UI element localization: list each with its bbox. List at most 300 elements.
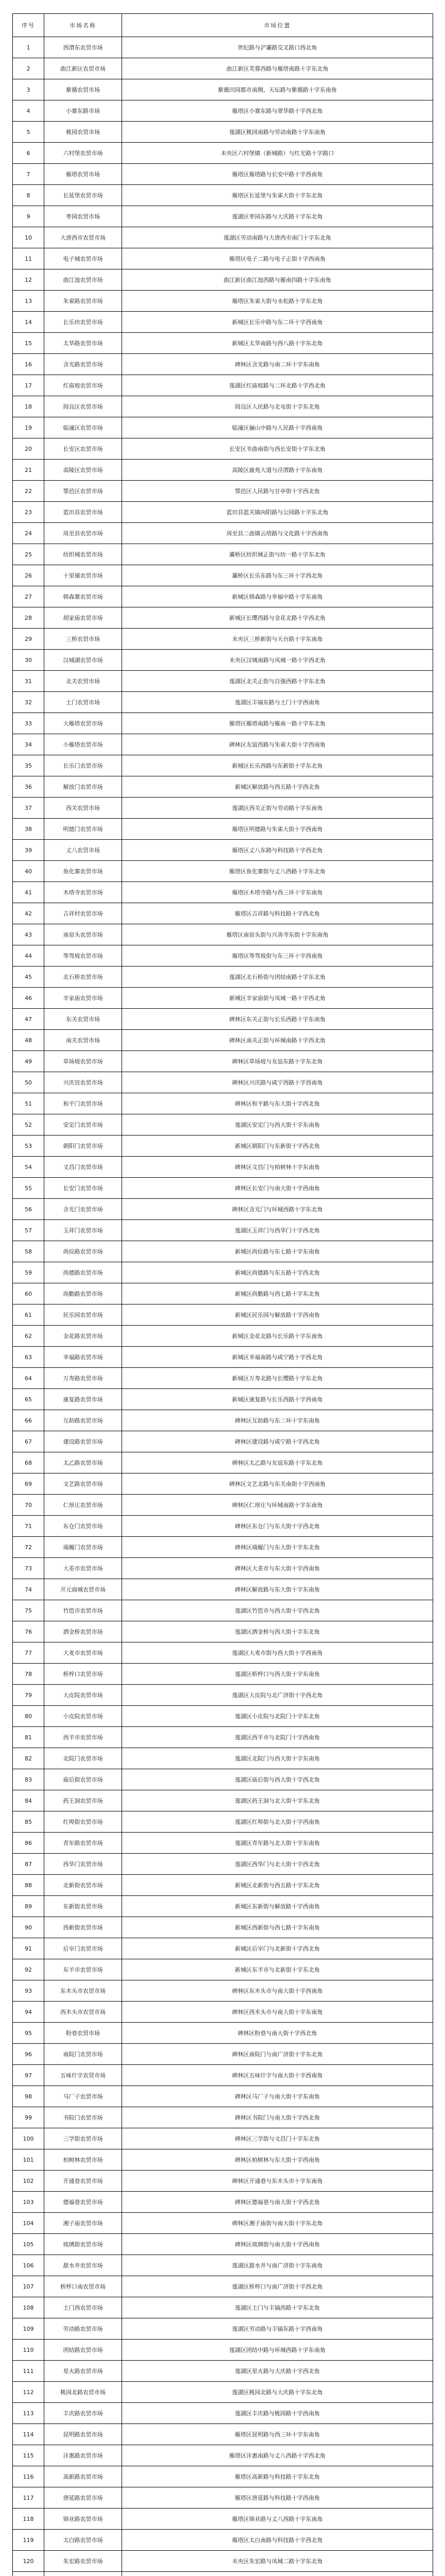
table-row bbox=[13, 1748, 433, 1769]
row-market-name-cell: 东羊市农贸市场 bbox=[44, 1959, 122, 1980]
row-market-location-cell: 莲湖区北关正街与自强西路十字东北角 bbox=[122, 671, 433, 692]
row-market-location-cell: 碑林区五味什字与南大街十字西南角 bbox=[122, 2065, 433, 2086]
table-row bbox=[13, 1051, 433, 1072]
table-row bbox=[13, 1368, 433, 1389]
row-index-cell: 22 bbox=[13, 481, 44, 502]
row-market-location-cell: 新城区金花北路与长乐路十字东南角 bbox=[122, 1326, 433, 1347]
row-market-name-cell: 明德门农贸市场 bbox=[44, 819, 122, 840]
row-index-cell: 41 bbox=[13, 882, 44, 903]
row-market-location-cell: 雁塔区沣惠南路与丈八西路十字西北角 bbox=[122, 2445, 433, 2466]
row-index-cell: 30 bbox=[13, 650, 44, 671]
row-market-location-cell: 碑林区长安门与南大街十字西南角 bbox=[122, 1178, 433, 1199]
row-market-name-cell: 雁塔农贸市场 bbox=[44, 164, 122, 185]
table-row bbox=[13, 2297, 433, 2318]
row-index-cell: 117 bbox=[13, 2487, 44, 2509]
row-market-name-cell: 西渭东农贸市场 bbox=[44, 37, 122, 58]
table-row bbox=[13, 692, 433, 713]
header-market-location: 市场位置 bbox=[122, 14, 433, 37]
row-market-name-cell: 大唐西市农贸市场 bbox=[44, 227, 122, 248]
row-market-name-cell: 含光路农贸市场 bbox=[44, 354, 122, 375]
table-row bbox=[13, 2044, 433, 2065]
row-market-location-cell: 雁塔区雁塔路与长安中路十字西南角 bbox=[122, 164, 433, 185]
row-market-location-cell: 莲湖区西华门与北大街十字西北角 bbox=[122, 1854, 433, 1875]
row-index-cell: 105 bbox=[13, 2234, 44, 2255]
row-market-location-cell: 新城区尚勤路与西七路十字东北角 bbox=[122, 1283, 433, 1304]
row-market-name-cell: 大雁塔农贸市场 bbox=[44, 713, 122, 734]
row-market-location-cell: 碑林区端履门与东大街十字东北角 bbox=[122, 1537, 433, 1558]
row-market-name-cell: 尚勤路农贸市场 bbox=[44, 1283, 122, 1304]
table-row bbox=[13, 248, 433, 269]
row-market-location-cell: 碑林区仁厚庄与环城南路十字东南角 bbox=[122, 1495, 433, 1516]
table-row bbox=[13, 2065, 433, 2086]
row-market-location-cell: 临潼区骊山中路与人民路十字西南角 bbox=[122, 417, 433, 438]
row-market-location-cell: 雁塔区锦业路与丈八西路十字东南角 bbox=[122, 2509, 433, 2530]
row-index-cell: 2 bbox=[13, 58, 44, 79]
row-market-name-cell: 甜水井农贸市场 bbox=[44, 2255, 122, 2276]
table-row bbox=[13, 1706, 433, 1727]
table-row bbox=[13, 629, 433, 650]
row-market-name-cell: 朱宏路农贸市场 bbox=[44, 2551, 122, 2572]
table-row bbox=[13, 417, 433, 438]
row-index-cell: 112 bbox=[13, 2382, 44, 2403]
table-row bbox=[13, 882, 433, 903]
row-market-location-cell: 碑林区西木头市与南大街十字东南角 bbox=[122, 2002, 433, 2023]
row-market-name-cell: 鱼化寨农贸市场 bbox=[44, 861, 122, 882]
row-market-name-cell: 西新街农贸市场 bbox=[44, 1917, 122, 1938]
row-market-name-cell: 后宰门农贸市场 bbox=[44, 1938, 122, 1959]
row-market-location-cell: 新城区尚俭路与东七路十字东南角 bbox=[122, 1241, 433, 1262]
row-market-location-cell: 莲湖区丰庆路与桃园路十字西南角 bbox=[122, 2403, 433, 2424]
table-row bbox=[13, 1473, 433, 1495]
row-index-cell: 76 bbox=[13, 1621, 44, 1642]
row-market-location-cell: 新城区辛家庙街与凤城一路十字西北角 bbox=[122, 988, 433, 1009]
row-index-cell: 94 bbox=[13, 2002, 44, 2023]
row-index-cell: 19 bbox=[13, 417, 44, 438]
row-index-cell: 93 bbox=[13, 1980, 44, 2002]
row-market-location-cell: 蓝田县蓝关镇向阳路与公园路十字东北角 bbox=[122, 502, 433, 523]
table-row bbox=[13, 1304, 433, 1326]
row-market-location-cell: 莲湖区小皮院与北院门十字东北角 bbox=[122, 1706, 433, 1727]
row-market-name-cell: 木塔寺农贸市场 bbox=[44, 882, 122, 903]
row-index-cell: 52 bbox=[13, 1114, 44, 1136]
row-market-name-cell: 解放门农贸市场 bbox=[44, 776, 122, 798]
table-row bbox=[13, 1030, 433, 1051]
table-row bbox=[13, 1980, 433, 2002]
table-row bbox=[13, 840, 433, 861]
row-market-name-cell: 仁厚庄农贸市场 bbox=[44, 1495, 122, 1516]
row-index-cell: 88 bbox=[13, 1875, 44, 1896]
row-index-cell: 35 bbox=[13, 755, 44, 776]
row-market-name-cell: 紫薇农贸市场 bbox=[44, 79, 122, 100]
row-market-name-cell: 大麦市农贸市场 bbox=[44, 1642, 122, 1664]
row-market-name-cell: 桃园农贸市场 bbox=[44, 122, 122, 143]
row-index-cell: 73 bbox=[13, 1558, 44, 1579]
row-market-name-cell: 临潼区农贸市场 bbox=[44, 417, 122, 438]
table-row bbox=[13, 2382, 433, 2403]
table-row bbox=[13, 755, 433, 776]
row-market-name-cell: 西关农贸市场 bbox=[44, 798, 122, 819]
table-row bbox=[13, 1178, 433, 1199]
table-row bbox=[13, 1600, 433, 1621]
row-market-location-cell: 碑林区粉巷与南大街十字西北角 bbox=[122, 2023, 433, 2044]
row-market-location-cell: 曲江新区曲江池西路与雁南四路十字东南角 bbox=[122, 269, 433, 291]
row-market-name-cell: 南关农贸市场 bbox=[44, 1030, 122, 1051]
market-table bbox=[12, 13, 433, 2576]
row-market-location-cell: 高陵区鹿苑大道与泾渭路十字东南角 bbox=[122, 460, 433, 481]
table-row bbox=[13, 143, 433, 164]
row-index-cell: 87 bbox=[13, 1854, 44, 1875]
row-market-location-cell: 紫薇田园都市南侧，天坛路与紫薇路十字东南角 bbox=[122, 79, 433, 100]
row-market-name-cell: 朱雀路农贸市场 bbox=[44, 291, 122, 312]
row-market-name-cell: 西华门农贸市场 bbox=[44, 1854, 122, 1875]
row-market-name-cell: 鄠邑区农贸市场 bbox=[44, 481, 122, 502]
row-market-name-cell: 长乐坊农贸市场 bbox=[44, 312, 122, 333]
row-index-cell: 86 bbox=[13, 1833, 44, 1854]
row-market-name-cell: 开元商城农贸市场 bbox=[44, 1579, 122, 1600]
row-index-cell: 92 bbox=[13, 1959, 44, 1980]
row-index-cell: 97 bbox=[13, 2065, 44, 2086]
row-index-cell: 98 bbox=[13, 2086, 44, 2107]
table-row bbox=[13, 1769, 433, 1790]
row-market-name-cell: 长安区农贸市场 bbox=[44, 438, 122, 460]
table-row bbox=[13, 798, 433, 819]
table-row bbox=[13, 967, 433, 988]
row-index-cell: 53 bbox=[13, 1136, 44, 1157]
table-row bbox=[13, 1685, 433, 1706]
table-row bbox=[13, 776, 433, 798]
row-market-name-cell: 粉巷农贸市场 bbox=[44, 2023, 122, 2044]
row-market-location-cell: 雁塔区丈八东路与科技路十字西北角 bbox=[122, 840, 433, 861]
row-market-location-cell: 雁塔区明德路与朱雀大街十字西南角 bbox=[122, 819, 433, 840]
row-index-cell: 80 bbox=[13, 1706, 44, 1727]
row-market-location-cell: 碑林区东木头市与南大街十字西南角 bbox=[122, 1980, 433, 2002]
row-market-location-cell: 碑林区兴庆路与咸宁西路十字西南角 bbox=[122, 1072, 433, 1093]
row-market-location-cell: 莲湖区竹笆市与西大街十字西北角 bbox=[122, 1600, 433, 1621]
row-index-cell: 31 bbox=[13, 671, 44, 692]
row-index-cell: 4 bbox=[13, 100, 44, 122]
table-row bbox=[13, 1811, 433, 1833]
table-row bbox=[13, 122, 433, 143]
row-index-cell: 5 bbox=[13, 122, 44, 143]
table-row bbox=[13, 1241, 433, 1262]
row-market-name-cell: 洒金桥农贸市场 bbox=[44, 1621, 122, 1642]
row-index-cell: 32 bbox=[13, 692, 44, 713]
row-index-cell: 39 bbox=[13, 840, 44, 861]
table-row bbox=[13, 79, 433, 100]
row-index-cell: 113 bbox=[13, 2403, 44, 2424]
row-market-name-cell: 韩森寨农贸市场 bbox=[44, 586, 122, 607]
row-market-name-cell: 尚俭路农贸市场 bbox=[44, 1241, 122, 1262]
row-index-cell: 67 bbox=[13, 1431, 44, 1452]
row-market-name-cell: 昆明路农贸市场 bbox=[44, 2424, 122, 2445]
row-index-cell: 57 bbox=[13, 1220, 44, 1241]
table-row bbox=[13, 1199, 433, 1220]
row-market-location-cell: 新城区韩森路与幸福中路十字东南角 bbox=[122, 586, 433, 607]
row-market-location-cell: 碑林区德福巷与南大街十字西北角 bbox=[122, 2192, 433, 2213]
table-row bbox=[13, 903, 433, 924]
row-market-name-cell: 高陵区农贸市场 bbox=[44, 460, 122, 481]
header-row bbox=[13, 14, 433, 37]
row-index-cell: 18 bbox=[13, 396, 44, 417]
table-row bbox=[13, 1875, 433, 1896]
row-market-name-cell: 互助路农贸市场 bbox=[44, 1410, 122, 1431]
table-row bbox=[13, 269, 433, 291]
row-index-cell: 40 bbox=[13, 861, 44, 882]
row-market-location-cell: 碑林区东仓门与东大街十字西北角 bbox=[122, 1516, 433, 1537]
table-row bbox=[13, 2424, 433, 2445]
row-market-location-cell: 新城区西新街与西七路十字东南角 bbox=[122, 1917, 433, 1938]
row-market-name-cell: 锦业路农贸市场 bbox=[44, 2509, 122, 2530]
row-market-location-cell: 雁塔区朱雀大街与永松路十字东北角 bbox=[122, 291, 433, 312]
row-market-name-cell: 竹笆市农贸市场 bbox=[44, 1600, 122, 1621]
row-index-cell: 48 bbox=[13, 1030, 44, 1051]
row-market-location-cell: 碑林区柏树林与东大街十字西南角 bbox=[122, 2149, 433, 2171]
row-index-cell: 68 bbox=[13, 1452, 44, 1473]
row-market-location-cell: 雁塔区唐延路与科技路十字西南角 bbox=[122, 2487, 433, 2509]
row-market-name-cell: 十里铺农贸市场 bbox=[44, 565, 122, 586]
row-index-cell: 61 bbox=[13, 1304, 44, 1326]
row-market-location-cell: 碑林区互助路与东二环十字东南角 bbox=[122, 1410, 433, 1431]
table-header bbox=[13, 14, 433, 37]
table-row bbox=[13, 565, 433, 586]
row-market-name-cell: 等驾坡农贸市场 bbox=[44, 945, 122, 967]
row-market-name-cell: 阎良区农贸市场 bbox=[44, 396, 122, 417]
row-market-location-cell: 碑林区友谊西路与朱雀大街十字西南角 bbox=[122, 734, 433, 755]
row-market-name-cell: 丰庆路农贸市场 bbox=[44, 2403, 122, 2424]
table-row bbox=[13, 1642, 433, 1664]
row-market-location-cell: 碑林区文昌门与柏树林十字东南角 bbox=[122, 1157, 433, 1178]
table-row bbox=[13, 1389, 433, 1410]
row-market-location-cell: 新城区后宰门与北新街十字西北角 bbox=[122, 1938, 433, 1959]
table-row bbox=[13, 544, 433, 565]
row-market-name-cell: 桃园北路农贸市场 bbox=[44, 2382, 122, 2403]
row-market-location-cell: 未央区三桥新街与天台路十字东南角 bbox=[122, 629, 433, 650]
table-row bbox=[13, 734, 433, 755]
row-market-location-cell: 碑林区湘子庙街与南大街十字东北角 bbox=[122, 2213, 433, 2234]
row-market-location-cell: 鄠邑区人民路与甘亭街十字西北角 bbox=[122, 481, 433, 502]
row-market-name-cell: 太白路农贸市场 bbox=[44, 2530, 122, 2551]
row-market-name-cell: 吉祥村农贸市场 bbox=[44, 903, 122, 924]
row-index-cell: 63 bbox=[13, 1347, 44, 1368]
row-market-location-cell: 新城区长缨西路与金花北路十字西北角 bbox=[122, 607, 433, 629]
row-index-cell: 81 bbox=[13, 1727, 44, 1748]
row-market-name-cell: 东仓门农贸市场 bbox=[44, 1516, 122, 1537]
row-market-name-cell: 东木头市农贸市场 bbox=[44, 1980, 122, 2002]
row-index-cell: 13 bbox=[13, 291, 44, 312]
row-market-location-cell: 曲江新区芙蓉西路与雁塔南路十字东北角 bbox=[122, 58, 433, 79]
row-market-location-cell: 雁塔区等驾坡街与东三环十字西南角 bbox=[122, 945, 433, 967]
row-market-name-cell: 电子城农贸市场 bbox=[44, 248, 122, 269]
row-market-name-cell: 草场坡农贸市场 bbox=[44, 1051, 122, 1072]
row-market-name-cell: 五味什字农贸市场 bbox=[44, 2065, 122, 2086]
row-market-name-cell: 劳动路农贸市场 bbox=[44, 2318, 122, 2340]
row-index-cell: 109 bbox=[13, 2318, 44, 2340]
row-index-cell: 24 bbox=[13, 523, 44, 544]
row-market-name-cell: 小皮院农贸市场 bbox=[44, 1706, 122, 1727]
row-index-cell: 79 bbox=[13, 1685, 44, 1706]
table-row bbox=[13, 100, 433, 122]
row-market-name-cell: 胡家庙农贸市场 bbox=[44, 607, 122, 629]
table-row bbox=[13, 1854, 433, 1875]
row-index-cell: 25 bbox=[13, 544, 44, 565]
row-market-name-cell: 枣园农贸市场 bbox=[44, 206, 122, 227]
row-index-cell: 15 bbox=[13, 333, 44, 354]
row-index-cell: 43 bbox=[13, 924, 44, 945]
row-market-location-cell: 未央区汉城南路与凤城一路十字西北角 bbox=[122, 650, 433, 671]
row-index-cell: 42 bbox=[13, 903, 44, 924]
row-market-location-cell: 雁塔区太白南路与科技路十字西北角 bbox=[122, 2530, 433, 2551]
row-market-name-cell: 柏树林农贸市场 bbox=[44, 2149, 122, 2171]
row-market-name-cell: 北新街农贸市场 bbox=[44, 1875, 122, 1896]
row-market-location-cell: 新城区长乐西路与东新街十字东北角 bbox=[122, 755, 433, 776]
row-market-name-cell: 尚德路农贸市场 bbox=[44, 1262, 122, 1283]
row-market-location-cell: 碑林区琉璃街与南大街十字西南角 bbox=[122, 2234, 433, 2255]
row-market-location-cell: 雁塔区雁塔南路与雁南一路十字东北角 bbox=[122, 713, 433, 734]
row-market-location-cell: 雁塔区鱼化寨街与丈八西路十字东北角 bbox=[122, 861, 433, 882]
row-market-location-cell: 莲湖区红庙坡路与二环北路十字西北角 bbox=[122, 375, 433, 396]
row-market-name-cell: 小雁塔农贸市场 bbox=[44, 734, 122, 755]
table-row bbox=[13, 2466, 433, 2487]
table-row bbox=[13, 2403, 433, 2424]
row-market-location-cell: 碑林区书院门与南大街十字西北角 bbox=[122, 2107, 433, 2128]
row-market-name-cell: 红庙坡农贸市场 bbox=[44, 375, 122, 396]
table-row bbox=[13, 2149, 433, 2171]
row-market-location-cell: 新城区民乐园与解放路十字西南角 bbox=[122, 1304, 433, 1326]
row-index-cell: 74 bbox=[13, 1579, 44, 1600]
row-index-cell: 27 bbox=[13, 586, 44, 607]
row-market-location-cell: 新城区东羊市与北新街十字东北角 bbox=[122, 1959, 433, 1980]
row-index-cell: 17 bbox=[13, 375, 44, 396]
row-index-cell: 78 bbox=[13, 1664, 44, 1685]
row-index-cell: 65 bbox=[13, 1389, 44, 1410]
table-row bbox=[13, 2002, 433, 2023]
row-market-name-cell: 兴庆宫农贸市场 bbox=[44, 1072, 122, 1093]
table-row bbox=[13, 1959, 433, 1980]
table-row bbox=[13, 1579, 433, 1600]
row-market-location-cell: 新城区幸福南路与咸宁路十字西北角 bbox=[122, 1347, 433, 1368]
row-market-name-cell: 曲江新区农贸市场 bbox=[44, 58, 122, 79]
table-row bbox=[13, 861, 433, 882]
row-index-cell: 26 bbox=[13, 565, 44, 586]
row-market-location-cell: 莲湖区桃园南路与劳动南路十字东南角 bbox=[122, 122, 433, 143]
table-row bbox=[13, 523, 433, 544]
row-index-cell: 37 bbox=[13, 798, 44, 819]
table-row bbox=[13, 2023, 433, 2044]
table-row bbox=[13, 713, 433, 734]
row-index-cell: 114 bbox=[13, 2424, 44, 2445]
table-row bbox=[13, 354, 433, 375]
row-index-cell: 62 bbox=[13, 1326, 44, 1347]
row-market-location-cell: 碑林区大差市与东大街十字西南角 bbox=[122, 1558, 433, 1579]
row-index-cell: 120 bbox=[13, 2551, 44, 2572]
row-market-location-cell: 莲湖区劳动南路与大唐西市南门十字东北角 bbox=[122, 227, 433, 248]
row-market-location-cell: 周至县二曲镇云塔路与文化路十字西南角 bbox=[122, 523, 433, 544]
table-row bbox=[13, 2234, 433, 2255]
row-market-location-cell: 莲湖区药王洞与北大街十字东北角 bbox=[122, 1790, 433, 1811]
row-index-cell: 12 bbox=[13, 269, 44, 291]
row-index-cell: 29 bbox=[13, 629, 44, 650]
table-row bbox=[13, 2213, 433, 2234]
table-row bbox=[13, 1938, 433, 1959]
row-index-cell: 75 bbox=[13, 1600, 44, 1621]
table-row bbox=[13, 312, 433, 333]
table-row bbox=[13, 2361, 433, 2382]
table-row bbox=[13, 924, 433, 945]
row-market-location-cell: 碑林区解放路与东大街十字东南角 bbox=[122, 1579, 433, 1600]
row-market-location-cell: 莲湖区团结中路与环城西路十字东南角 bbox=[122, 2340, 433, 2361]
table-row bbox=[13, 1220, 433, 1241]
table-row bbox=[13, 1347, 433, 1368]
row-market-name-cell: 朝阳门农贸市场 bbox=[44, 1136, 122, 1157]
row-market-name-cell: 文艺路农贸市场 bbox=[44, 1473, 122, 1495]
table-row bbox=[13, 1431, 433, 1452]
table-row bbox=[13, 1516, 433, 1537]
row-index-cell: 91 bbox=[13, 1938, 44, 1959]
row-index-cell: 100 bbox=[13, 2128, 44, 2149]
row-market-name-cell: 湘子庙农贸市场 bbox=[44, 2213, 122, 2234]
row-market-name-cell: 星火路农贸市场 bbox=[44, 2361, 122, 2382]
row-market-location-cell: 雁塔区木塔寺路与西三环十字东南角 bbox=[122, 882, 433, 903]
row-market-name-cell: 小寨东路市场 bbox=[44, 100, 122, 122]
table-row bbox=[13, 2086, 433, 2107]
row-index-cell: 107 bbox=[13, 2276, 44, 2297]
row-index-cell: 16 bbox=[13, 354, 44, 375]
table-row bbox=[13, 607, 433, 629]
row-index-cell: 90 bbox=[13, 1917, 44, 1938]
row-index-cell: 54 bbox=[13, 1157, 44, 1178]
row-index-cell: 21 bbox=[13, 460, 44, 481]
row-market-name-cell: 文昌门农贸市场 bbox=[44, 1157, 122, 1178]
table-row bbox=[13, 333, 433, 354]
row-market-name-cell: 蓝田县农贸市场 bbox=[44, 502, 122, 523]
row-index-cell: 50 bbox=[13, 1072, 44, 1093]
row-index-cell: 103 bbox=[13, 2192, 44, 2213]
row-market-location-cell: 新城区解放路与西五路十字西北角 bbox=[122, 776, 433, 798]
table-row bbox=[13, 2128, 433, 2149]
row-market-location-cell: 长安区韦曲南街与西长安街十字东北角 bbox=[122, 438, 433, 460]
table-row bbox=[13, 650, 433, 671]
row-index-cell: 72 bbox=[13, 1537, 44, 1558]
row-market-location-cell: 碑林区南关正街与环城南路十字西北角 bbox=[122, 1030, 433, 1051]
row-market-location-cell: 灞桥区长乐东路与东三环十字西北角 bbox=[122, 565, 433, 586]
row-market-location-cell: 莲湖区玉祥门与西华门十字西北角 bbox=[122, 1220, 433, 1241]
table-row bbox=[13, 1093, 433, 1114]
row-index-cell: 33 bbox=[13, 713, 44, 734]
row-index-cell: 84 bbox=[13, 1790, 44, 1811]
table-row bbox=[13, 1790, 433, 1811]
row-index-cell: 45 bbox=[13, 967, 44, 988]
table-row bbox=[13, 481, 433, 502]
row-index-cell: 1 bbox=[13, 37, 44, 58]
table-row bbox=[13, 37, 433, 58]
row-market-location-cell: 碑林区马厂子与南大街十字东南角 bbox=[122, 2086, 433, 2107]
row-market-name-cell: 书院门农贸市场 bbox=[44, 2107, 122, 2128]
table-row bbox=[13, 1410, 433, 1431]
table-row bbox=[13, 1136, 433, 1157]
table-row bbox=[13, 58, 433, 79]
table-row bbox=[13, 185, 433, 206]
row-market-name-cell: 纺织城农贸市场 bbox=[44, 544, 122, 565]
row-market-name-cell: 西木头市农贸市场 bbox=[44, 2002, 122, 2023]
row-index-cell: 51 bbox=[13, 1093, 44, 1114]
row-market-name-cell: 开通巷农贸市场 bbox=[44, 2171, 122, 2192]
row-market-location-cell: 莲湖区丰镐东路与土门十字西南角 bbox=[122, 692, 433, 713]
row-market-location-cell: 雁塔区长延堡与朱雀大街十字东北角 bbox=[122, 185, 433, 206]
row-market-name-cell: 药王洞农贸市场 bbox=[44, 1790, 122, 1811]
row-market-location-cell: 阎良区人民路与北屯街十字东北角 bbox=[122, 396, 433, 417]
row-index-cell: 77 bbox=[13, 1642, 44, 1664]
row-index-cell: 44 bbox=[13, 945, 44, 967]
